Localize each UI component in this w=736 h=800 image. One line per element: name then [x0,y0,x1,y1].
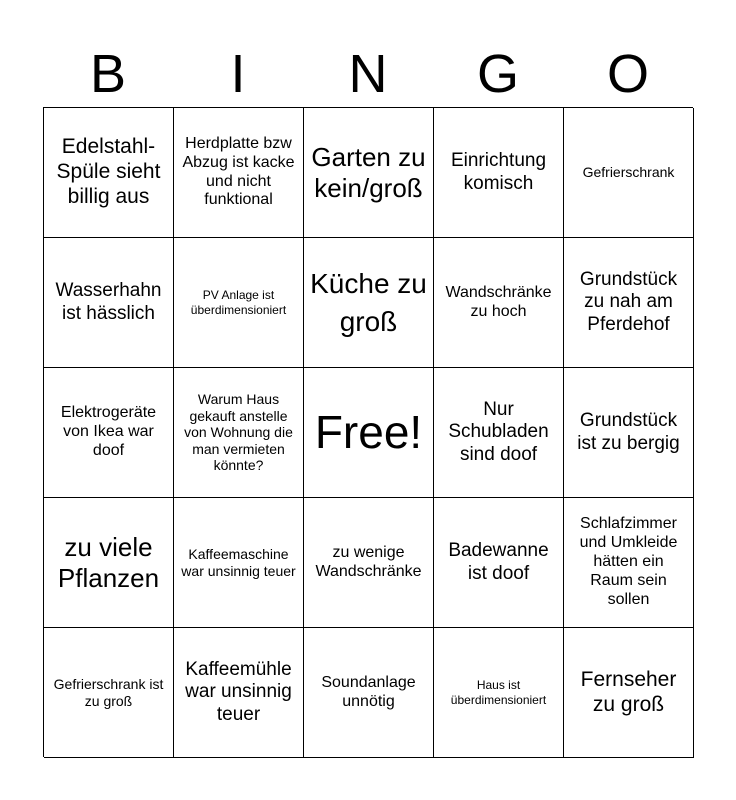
bingo-cell[interactable]: Einrichtung komisch [434,108,564,238]
bingo-cell[interactable]: Grundstück ist zu bergig [564,368,694,498]
bingo-cell[interactable]: Nur Schubladen sind doof [434,368,564,498]
bingo-cell[interactable]: Wasserhahn ist hässlich [44,238,174,368]
bingo-cell[interactable]: Schlafzimmer und Umkleide hätten ein Raum sein sollen [564,498,694,628]
header-letter-b: B [89,44,127,104]
bingo-cell[interactable]: Kaffeemühle war unsinnig teuer [174,628,304,758]
bingo-cell[interactable]: Wandschränke zu hoch [434,238,564,368]
bingo-cell[interactable]: Elektrogeräte von Ikea war doof [44,368,174,498]
free-space-cell[interactable]: Free! [304,368,434,498]
bingo-cell[interactable]: Grundstück zu nah am Pferdehof [564,238,694,368]
bingo-cell[interactable]: Edelstahl-Spüle sieht billig aus [44,108,174,238]
bingo-cell[interactable]: Küche zu groß [304,238,434,368]
bingo-cell[interactable]: Haus ist überdimensioniert [434,628,564,758]
bingo-cell[interactable]: Gefrierschrank ist zu groß [44,628,174,758]
bingo-cell[interactable]: Soundanlage unnötig [304,628,434,758]
bingo-cell[interactable]: Warum Haus gekauft anstelle von Wohnung die man vermieten könnte? [174,368,304,498]
header-letter-o: O [606,44,649,104]
bingo-cell[interactable]: Fernseher zu groß [564,628,694,758]
bingo-board [43,107,693,757]
bingo-cell[interactable]: Herdplatte bzw Abzug ist kacke und nicht funktional [174,108,304,238]
header-letter-g: G [476,44,519,104]
bingo-cell[interactable]: zu viele Pflanzen [44,498,174,628]
bingo-cell[interactable]: Badewanne ist doof [434,498,564,628]
bingo-cell[interactable]: Garten zu kein/groß [304,108,434,238]
bingo-cell[interactable]: PV Anlage ist überdimensioniert [174,238,304,368]
bingo-cell[interactable]: Gefrierschrank [564,108,694,238]
header-letter-n: N [348,44,388,104]
bingo-header [43,40,693,108]
header-letter-i: I [230,44,246,104]
bingo-cell[interactable]: zu wenige Wandschränke [304,498,434,628]
bingo-cell[interactable]: Kaffeemaschine war unsinnig teuer [174,498,304,628]
